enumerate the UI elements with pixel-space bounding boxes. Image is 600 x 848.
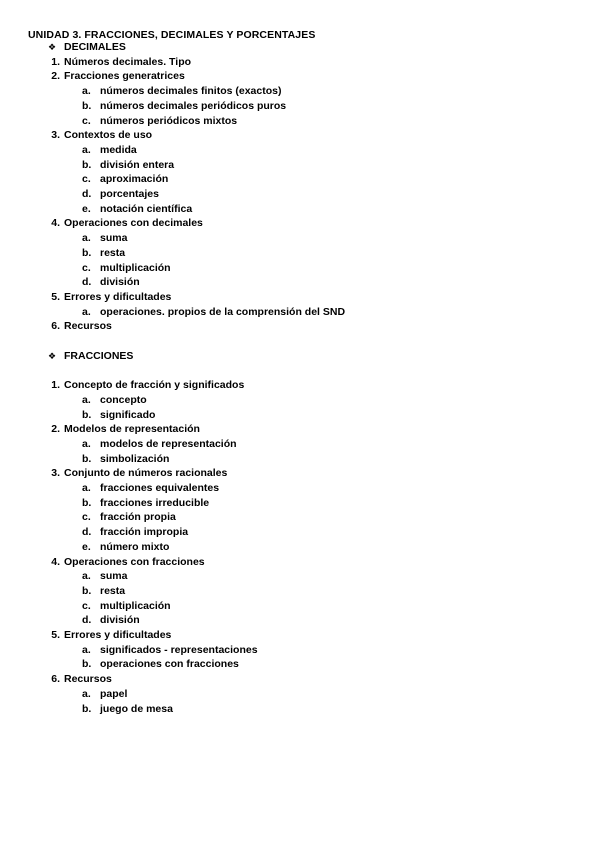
sub-item-text: números decimales finitos (exactos) <box>100 85 282 98</box>
outline-item <box>0 466 600 481</box>
item-number: 4. <box>51 555 60 568</box>
sub-item-letter: a. <box>82 232 91 245</box>
sub-item-letter: c. <box>82 173 91 186</box>
sub-item <box>0 99 600 114</box>
sub-item <box>0 481 600 496</box>
sub-item-letter: a. <box>82 437 91 450</box>
item-text: Contextos de uso <box>64 129 153 142</box>
sub-item <box>0 452 600 467</box>
sub-item-letter: d. <box>82 276 92 289</box>
sub-item <box>0 569 600 584</box>
item-text: Recursos <box>64 673 112 686</box>
sub-item-letter: a. <box>82 143 91 156</box>
sub-item-letter: a. <box>82 482 91 494</box>
sub-item <box>0 246 600 261</box>
sub-item <box>0 202 600 217</box>
sub-item <box>0 187 600 202</box>
sub-item-text: multiplicación <box>100 599 171 612</box>
sub-item-text: significados - representaciones <box>100 643 258 656</box>
sub-item-text: simbolización <box>100 452 170 465</box>
item-number: 1. <box>51 55 60 68</box>
sub-item-letter: b. <box>82 452 92 465</box>
sub-item-text: fracción propia <box>100 511 176 524</box>
sub-item <box>0 687 600 702</box>
sub-item-letter: e. <box>82 540 91 553</box>
sub-item-text: números periódicos mixtos <box>100 114 238 127</box>
sub-item-letter: a. <box>82 570 91 583</box>
sub-item <box>0 114 600 129</box>
sub-item-text: resta <box>100 246 126 259</box>
sub-item-letter: e. <box>82 202 91 215</box>
item-number: 3. <box>51 467 60 480</box>
sub-item-text: aproximación <box>100 173 169 186</box>
outline-item <box>0 290 600 305</box>
sub-item-text: porcentajes <box>100 188 159 200</box>
outline-item <box>0 555 600 570</box>
sub-item-text: medida <box>100 143 137 156</box>
sub-item-text: división <box>100 614 140 627</box>
sub-item <box>0 657 600 672</box>
sub-item-text: operaciones con fracciones <box>100 658 239 671</box>
sub-item <box>0 231 600 246</box>
item-number: 5. <box>51 629 60 641</box>
sub-item-letter: c. <box>82 599 91 612</box>
sub-item-text: fracción impropia <box>100 526 189 539</box>
section-heading <box>48 349 133 364</box>
sub-item-letter: b. <box>82 158 92 171</box>
section-heading-text: DECIMALES <box>64 41 126 53</box>
item-number: 6. <box>51 673 60 686</box>
outline-item <box>0 319 600 334</box>
sub-item-text: operaciones. propios de la comprensión del SND <box>100 305 346 318</box>
item-text: Fracciones generatrices <box>64 70 185 83</box>
sub-item-text: concepto <box>100 393 147 406</box>
sub-item <box>0 702 600 717</box>
sub-item <box>0 84 600 99</box>
sub-item-text: juego de mesa <box>100 702 173 715</box>
item-text: Errores y dificultades <box>64 629 172 641</box>
item-number: 4. <box>51 217 60 230</box>
sub-item-letter: c. <box>82 261 91 274</box>
outline-item <box>0 216 600 231</box>
sub-item-text: notación científica <box>100 202 193 215</box>
item-text: Operaciones con decimales <box>64 217 203 230</box>
item-text: Operaciones con fracciones <box>64 555 205 568</box>
sub-item-text: números decimales periódicos puros <box>100 99 287 112</box>
outline-item <box>0 422 600 437</box>
sub-item-letter: d. <box>82 614 92 627</box>
sub-item <box>0 510 600 525</box>
sub-item-text: papel <box>100 687 128 700</box>
outline-item <box>0 628 600 643</box>
diamond-bullet-icon: ❖ <box>48 351 57 362</box>
sub-item-letter: a. <box>82 305 91 318</box>
sub-item-letter: a. <box>82 393 91 406</box>
outline-item <box>0 378 600 393</box>
sub-item <box>0 525 600 540</box>
sub-item-text: resta <box>100 584 126 597</box>
outline-item <box>0 69 600 84</box>
sub-item <box>0 305 600 320</box>
sub-item-letter: b. <box>82 99 92 112</box>
sub-item-letter: b. <box>82 246 92 259</box>
item-number: 1. <box>51 379 60 392</box>
sub-item-text: suma <box>100 232 128 245</box>
sub-item <box>0 613 600 628</box>
sub-item-text: fracciones equivalentes <box>100 482 220 494</box>
sub-item-text: significado <box>100 408 156 421</box>
sub-item-text: división <box>100 276 140 289</box>
sub-item-text: multiplicación <box>100 261 171 274</box>
outline-item <box>0 672 600 687</box>
item-text: Números decimales. Tipo <box>64 55 192 68</box>
sub-item <box>0 540 600 555</box>
section-heading <box>48 40 126 55</box>
sub-item <box>0 496 600 511</box>
sub-item-letter: a. <box>82 85 91 98</box>
sub-item-text: división entera <box>100 158 175 171</box>
sub-item <box>0 584 600 599</box>
sub-item-letter: d. <box>82 188 92 200</box>
sub-item-letter: c. <box>82 511 91 524</box>
sub-item-letter: b. <box>82 702 92 715</box>
sub-item <box>0 437 600 452</box>
item-text: Recursos <box>64 320 112 333</box>
sub-item-letter: a. <box>82 687 91 700</box>
sub-item <box>0 172 600 187</box>
sub-item <box>0 158 600 173</box>
sub-item-letter: b. <box>82 584 92 597</box>
item-text: Conjunto de números racionales <box>64 467 228 480</box>
item-number: 3. <box>51 129 60 142</box>
sub-item-text: suma <box>100 570 128 583</box>
sub-item-letter: b. <box>82 408 92 421</box>
item-text: Modelos de representación <box>64 423 200 436</box>
sub-item <box>0 599 600 614</box>
sub-item <box>0 143 600 158</box>
section-heading-text: FRACCIONES <box>64 349 134 362</box>
document-title: UNIDAD 3. FRACCIONES, DECIMALES Y PORCENTAJES <box>28 29 316 41</box>
sub-item-letter: c. <box>82 114 91 127</box>
diamond-bullet-icon: ❖ <box>48 43 57 53</box>
sub-item <box>0 393 600 408</box>
sub-item <box>0 408 600 423</box>
item-text: Concepto de fracción y significados <box>64 379 245 392</box>
item-number: 6. <box>51 320 60 333</box>
sub-item-letter: a. <box>82 643 91 656</box>
sub-item-letter: d. <box>82 526 92 539</box>
sub-item-letter: b. <box>82 658 92 671</box>
sub-item-letter: b. <box>82 496 92 509</box>
sub-item <box>0 261 600 276</box>
sub-item <box>0 643 600 658</box>
sub-item-text: fracciones irreducible <box>100 496 210 509</box>
item-text: Errores y dificultades <box>64 290 172 303</box>
sub-item-text: modelos de representación <box>100 437 237 450</box>
outline-item <box>0 55 600 70</box>
item-number: 2. <box>51 423 60 436</box>
item-number: 5. <box>51 290 60 303</box>
sub-item <box>0 275 600 290</box>
sub-item-text: número mixto <box>100 540 170 553</box>
outline-item <box>0 128 600 143</box>
item-number: 2. <box>51 70 60 83</box>
